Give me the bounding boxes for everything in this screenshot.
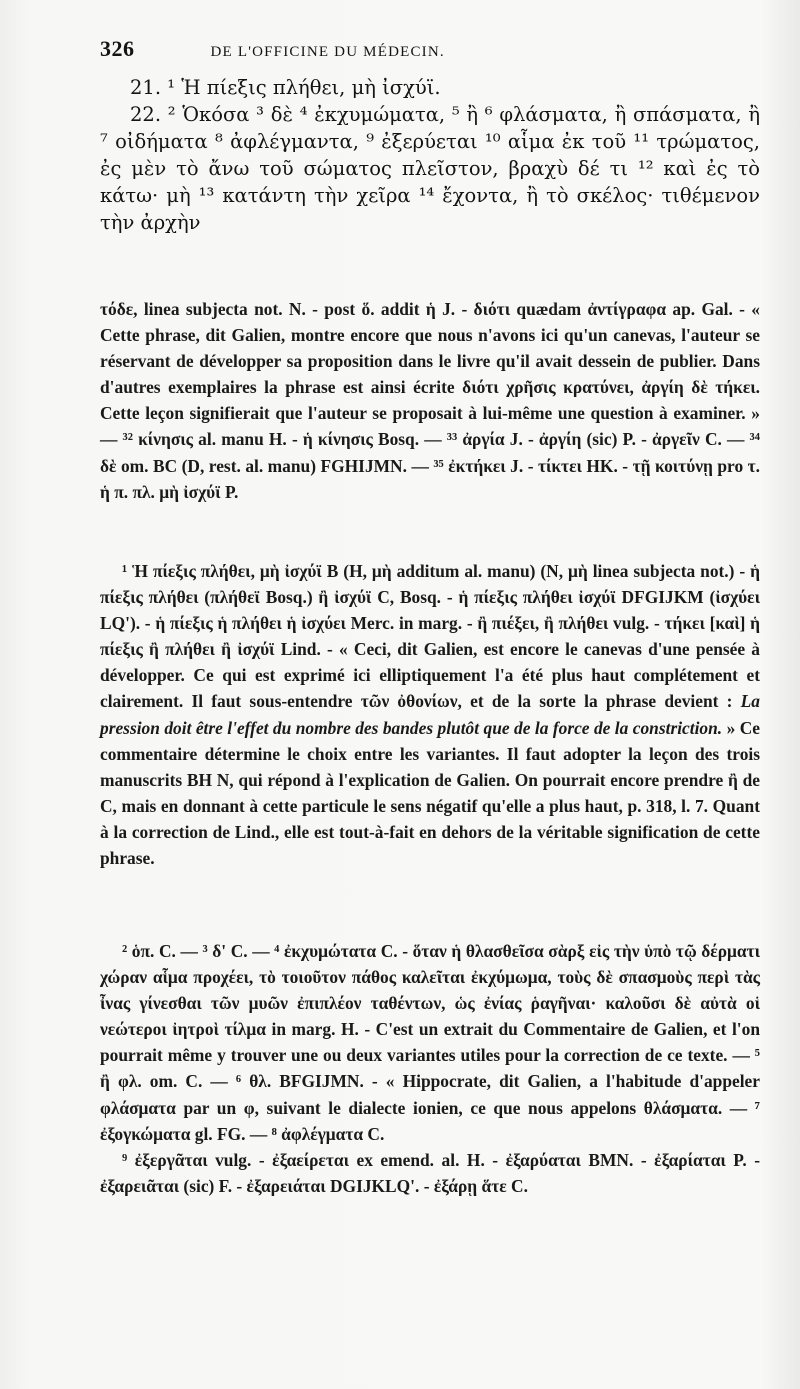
notes-block-continued [100, 296, 760, 505]
note-continued: τόδε, linea subjecta not. N. - post ὅ. addit ἡ J. - διότι quædam ἀντίγραφα ap. Gal. - « Cette phrase, dit Galien, montre encore que nous n'avons ici qu'un canevas, l'auteur se réservant de développer sa proposition dans le livre qu'il avait dessein de publier. Dans d'autres exemplaires la phrase est ainsi écrite διότι χρῆσις κρατύνει, ἀργίη δὲ τήκει. Cette leçon signifierait que l'auteur se proposait à lui-même une question à examiner. » — ³² κίνησις al. manu H. - ἡ κίνησις Bosq. — ³³ ἀργία J. - ἀργίη (sic) P. - ἀργεῖν C. — ³⁴ δὲ om. BC (D, rest. al. manu) FGHIJMN. — ³⁵ ἐκτήκει J. - τίκτει HK. - τῇ κοιτύνῃ pro τ. ἡ π. πλ. μὴ ἰσχύϊ P. [100, 299, 760, 502]
page-number: 326 [100, 36, 135, 61]
notes-block-aphorism-22 [100, 938, 760, 1199]
aphorism-22: 22. ² Ὁκόσα ³ δὲ ⁴ ἐκχυμώματα, ⁵ ἢ ⁶ φλάσματα, ἢ σπάσματα, ἢ ⁷ οἰδήματα ⁸ ἀφλέγμαντα, ⁹ ἐξερύεται ¹⁰ αἷμα ἐκ τοῦ ¹¹ τρώματος, ἐς μὲν τὸ ἄνω τοῦ σώματος πλεῖστον, βραχὺ δέ τι ¹² καὶ ἐς τὸ κάτω· μὴ ¹³ κατάντη τὴν χεῖρα ¹⁴ ἔχοντα, ἢ τὸ σκέλος· τιθέμενον τὴν ἀρχὴν [100, 103, 760, 234]
notes-block-aphorism-21 [100, 558, 760, 871]
note-1-text-b: » Ce commentaire détermine le choix entre les variantes. Il faut adopter la leçon des trois manuscrits BH N, qui répond à l'explication de Galien. On pourrait encore prendre ἢ de C, mais en donnant à cette particule le sens négatif qu'elle a plus haut, p. 318, l. 7. Quant à la correction de Lind., elle est tout-à-fait en dehors de la véritable signification de cette phrase. [100, 717, 760, 869]
note-1-italic: La pression doit être l'effet du nombre des bandes plutôt que de la force de la constriction. [100, 691, 760, 738]
main-greek-text [100, 74, 760, 236]
note-1 [100, 558, 760, 871]
aphorism-21: 21. ¹ Ἡ πίεξις πλήθει, μὴ ἰσχύϊ. [130, 76, 441, 99]
page-header [100, 36, 760, 66]
note-1-text-a: ¹ Ἡ πίεξις πλήθει, μὴ ἰσχύϊ B (H, μὴ additum al. manu) (N, μὴ linea subjecta not.) - ἡ πίεξις πλήθει (πλήθεϊ Bosq.) ἢ ἰσχύϊ C, Bosq. - ἡ πίεξις πλήθει ἰσχύϊ DFGIJKM (ἰσχύει LQ'). - ἡ πίεξις ἡ πλήθει ἡ ἰσχύει Merc. in marg. - ἢ πιέξει, ἢ πλήθει vulg. - τήκει [καὶ] ἡ πίεξις ἢ πλήθει ἢ ἰσχύϊ Lind. - « Ceci, dit Galien, est encore le canevas d'une pensée à développer. Ce qui est exprimé ici elliptiquement l'a été plus haut complétement et clairement. Il faut sous-entendre τῶν ὀθονίων, et de la sorte la phrase devient : [100, 561, 760, 712]
note-2-8: ² ὁπ. C. — ³ δ' C. — ⁴ ἐκχυμώτατα C. - ὅταν ἡ θλασθεῖσα σὰρξ εἰς τὴν ὑπὸ τῷ δέρματι χώραν αἷμα προχέει, τὸ τοιοῦτον πάθος καλεῖται ἐκχύμωμα, τοὺς δὲ σπασμοὺς περὶ τὰς ἶνας γίνεσθαι τῶν μυῶν ἐπιπλέον ταθέντων, ὡς ἐνίας ῥαγῆναι· καλοῦσι δὲ αὐτὰ οἱ νεώτεροι ἰητροὶ τίλμα in marg. H. - C'est un extrait du Commentaire de Galien, et l'on pourrait même y trouver une ou deux variantes utiles pour la correction de ce texte. — ⁵ ἢ φλ. om. C. — ⁶ θλ. BFGIJMN. - « Hippocrate, dit Galien, a l'habitude d'appeler φλάσματα par un φ, suivant le dialecte ionien, ce que nous appelons θλάσματα. — ⁷ ἐξογκώματα gl. FG. — ⁸ ἀφλέγματα C. [100, 941, 760, 1144]
running-head: DE L'OFFICINE DU MÉDECIN. [210, 44, 445, 60]
note-9: ⁹ ἐξεργᾶται vulg. - ἐξαείρεται ex emend. al. H. - ἐξαρύαται BMN. - ἐξαρίαται P. - ἐξαρειᾶται (sic) F. - ἐξαρειάται DGIJKLQ'. - ἐξάρῃ ἅτε C. [100, 1149, 760, 1196]
